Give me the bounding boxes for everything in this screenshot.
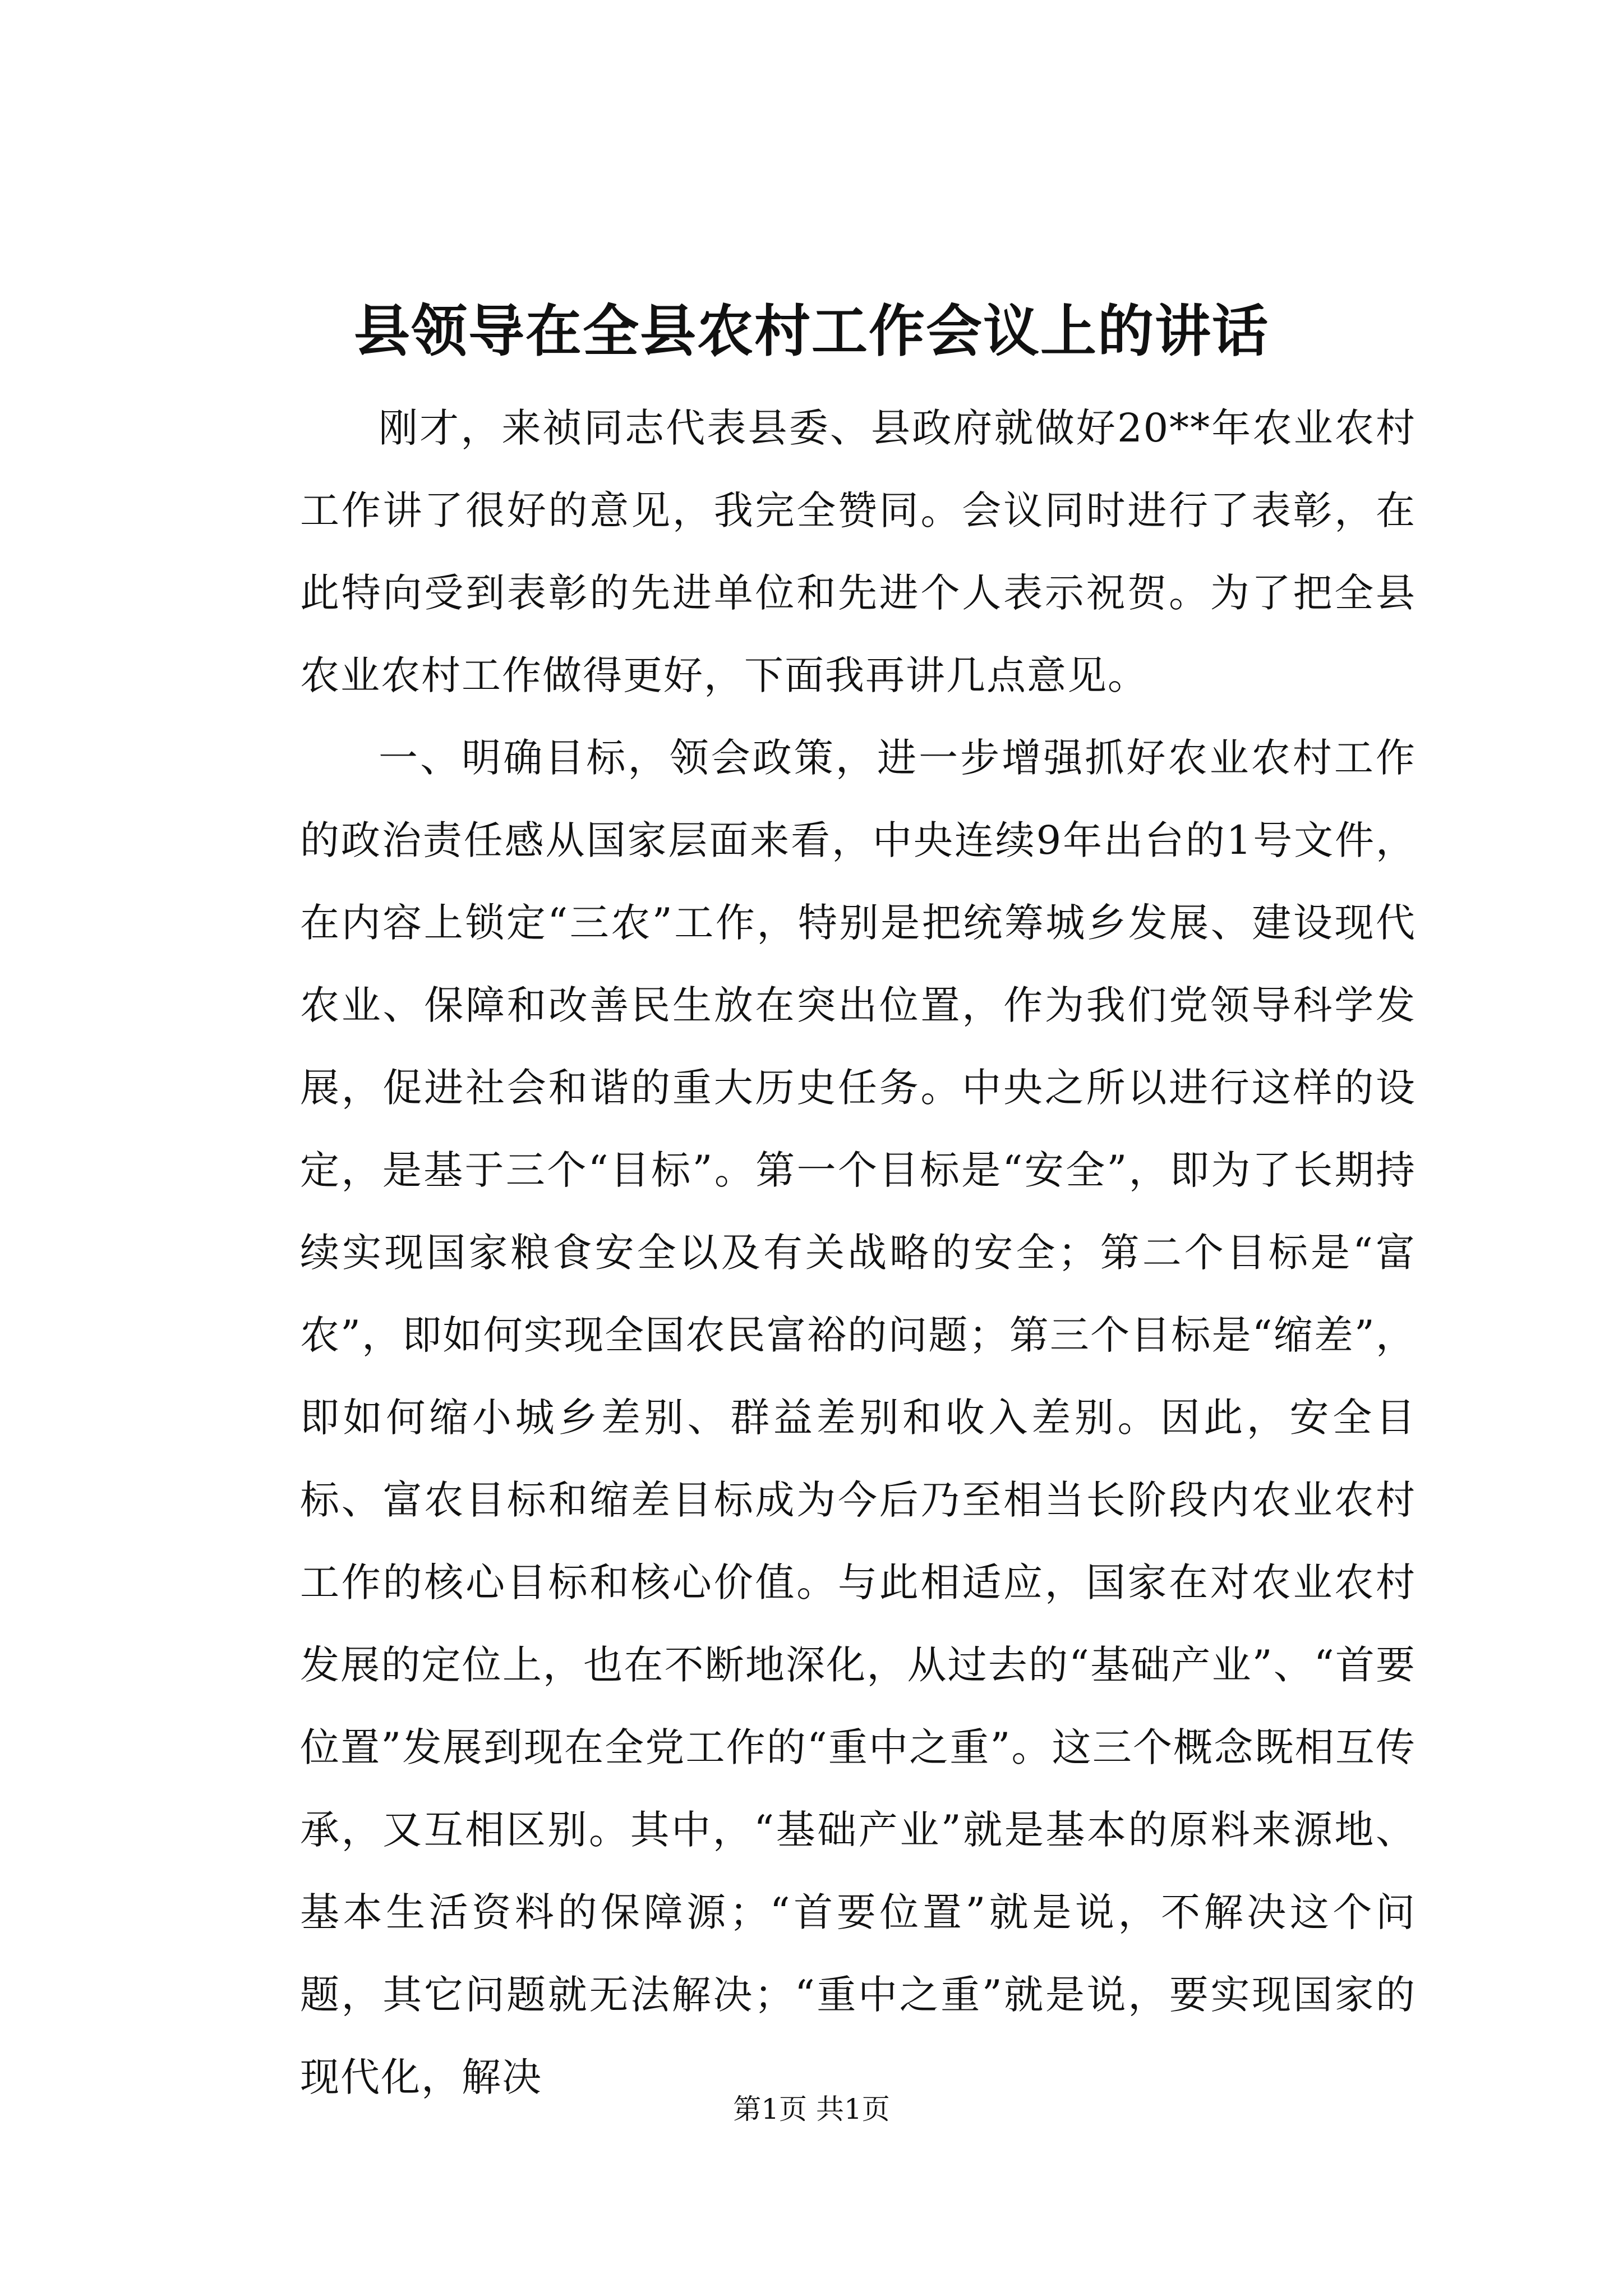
body-paragraph: 一、明确目标，领会政策，进一步增强抓好农业农村工作的政治责任感从国家层面来看，中央连续9年出台的1号文件，在内容上锁定“三农”工作，特别是把统筹城乡发展、建设现代农业、保障和改善民生放在突出位置，作为我们党领导科学发展，促进社会和谐的重大历史任务。中央之所以进行这样的设定，是基于三个“目标”。第一个目标是“安全”，即为了长期持续实现国家粮食安全以及有关战略的安全；第二个目标是“富农”，即如何实现全国农民富裕的问题；第三个目标是“缩差”，即如何缩小城乡差别、群益差别和收入差别。因此，安全目标、富农目标和缩差目标成为今后乃至相当长阶段内农业农村工作的核心目标和核心价值。与此相适应，国家在对农业农村发展的定位上，也在不断地深化，从过去的“基础产业”、“首要位置”发展到现在全党工作的“重中之重”。这三个概念既相互传承，又互相区别。其中，“基础产业”就是基本的原料来源地、基本生活资料的保障源；“首要位置”就是说，不解决这个问题，其它问题就无法解决；“重中之重”就是说，要实现国家的现代化，解决 [300, 735, 1416, 2100]
body-paragraph: 刚才，来祯同志代表县委、县政府就做好20**年农业农村工作讲了很好的意见，我完全赞同。会议同时进行了表彰，在此特向受到表彰的先进单位和先进个人表示祝贺。为了把全县农业农村工作做得更好，下面我再讲几点意见。 [300, 405, 1416, 698]
page-number-footer: 第1页 共1页 [733, 2093, 890, 2125]
document-title: 县领导在全县农村工作会议上的讲话 [354, 298, 1269, 364]
document-body [300, 387, 1416, 2119]
